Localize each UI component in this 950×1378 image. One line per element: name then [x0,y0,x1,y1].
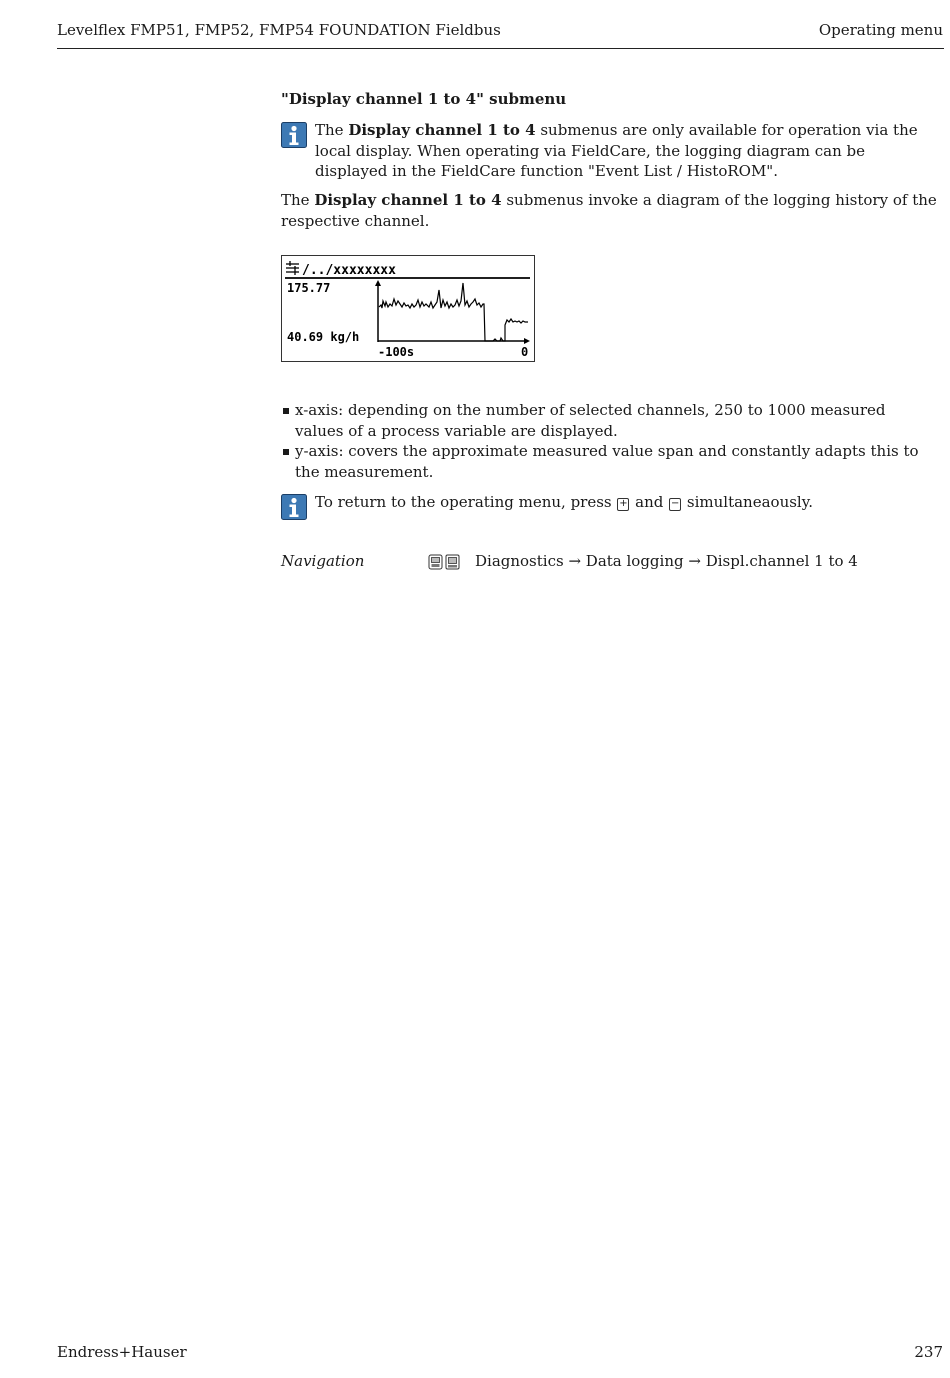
footer-company: Endress+Hauser [57,1343,187,1361]
local-display-icon [429,555,442,569]
lcd-logging-diagram [281,255,535,362]
menu-name: Display channel 1 to 4 [348,121,536,139]
axis-bullet-list [281,400,937,482]
operating-tool-icon [446,555,459,569]
page-number: 237 [914,1343,943,1361]
description-paragraph: The Display channel 1 to 4 submenus invoke a diagram of the logging history of the respective channel. [281,191,937,230]
info-icon [281,494,307,520]
lcd-path: /../xxxxxxxx [302,263,396,278]
bullet-y-axis: y-axis: covers the approximate measured value span and constantly adapts this to the measurement. [281,441,937,482]
header-title: Levelflex FMP51, FMP52, FMP54 FOUNDATION Fieldbus [57,21,501,39]
info-note-local-display [281,120,937,182]
info-note-text: The Display channel 1 to 4 submenus are only available for operation via the local display. When operating via FieldCare, the logging diagram can be displayed in the FieldCare function "Event List / HistoROM". [315,121,918,180]
lcd-max-value: 175.77 [287,281,331,295]
section-heading: "Display channel 1 to 4" submenu [281,90,567,108]
header-divider [57,48,944,49]
info-note-return [281,492,937,522]
minus-key-icon: − [670,498,680,509]
navigation-path: Diagnostics → Data logging → Displ.channel 1 to 4 [475,552,858,570]
lcd-x-end: 0 [521,345,529,359]
header-section: Operating menu [818,21,943,39]
bullet-x-axis: x-axis: depending on the number of selected channels, 250 to 1000 measured values of a process variable are displayed. [281,400,937,441]
info-note-text: To return to the operating menu, press + and − simultaneaously. [315,493,813,511]
lcd-min-value: 40.69 kg/h [287,330,360,344]
navigation-device-icons [428,554,462,570]
navigation-label: Navigation [281,552,365,570]
plus-key-icon: + [619,498,628,509]
lcd-x-start: -100s [378,345,415,359]
menu-name: Display channel 1 to 4 [314,191,502,209]
info-icon [281,122,307,148]
